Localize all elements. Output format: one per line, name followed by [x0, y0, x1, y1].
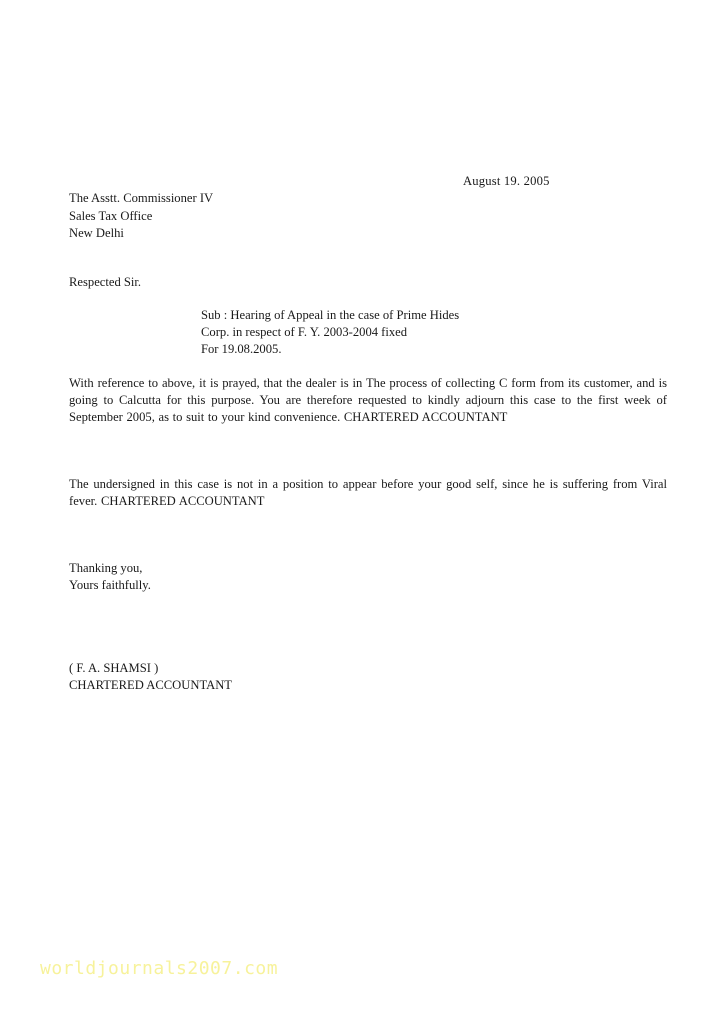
salutation: Respected Sir. — [69, 275, 142, 289]
letter-date: August 19. 2005 — [463, 174, 550, 188]
subject-block — [201, 307, 531, 358]
closing-line-2: Yours faithfully. — [69, 578, 151, 592]
subject-line-2: Corp. in respect of F. Y. 2003-2004 fixed — [201, 325, 408, 339]
closing-line-1: Thanking you, — [69, 561, 143, 575]
subject-line-3: For 19.08.2005. — [201, 342, 282, 356]
recipient-line-2: Sales Tax Office — [69, 208, 153, 223]
body-paragraph-2: The undersigned in this case is not in a position to appear before your good self, since he is suffering from Viral fever. CHARTERED ACCOUNTANT — [69, 477, 667, 508]
signatory-name: ( F. A. SHAMSI ) — [69, 661, 159, 675]
watermark: worldjournals2007.com — [40, 958, 279, 979]
body-paragraph-1: With reference to above, it is prayed, that the dealer is in The process of collecting C form from its customer, and is going to Calcutta for this purpose. You are therefore requested to kindly adjourn this case to the first week of September 2005, as to suit to your kind convenience. CHARTERED ACCOUNTANT — [69, 376, 667, 424]
recipient-address — [69, 190, 213, 243]
closing-block — [69, 560, 151, 594]
recipient-line-1: The Asstt. Commissioner IV — [69, 191, 214, 205]
signature-block — [69, 660, 232, 694]
recipient-line-3: New Delhi — [69, 226, 124, 240]
subject-line-1: Sub : Hearing of Appeal in the case of Prime Hides — [201, 308, 460, 322]
signatory-title: CHARTERED ACCOUNTANT — [69, 678, 233, 692]
